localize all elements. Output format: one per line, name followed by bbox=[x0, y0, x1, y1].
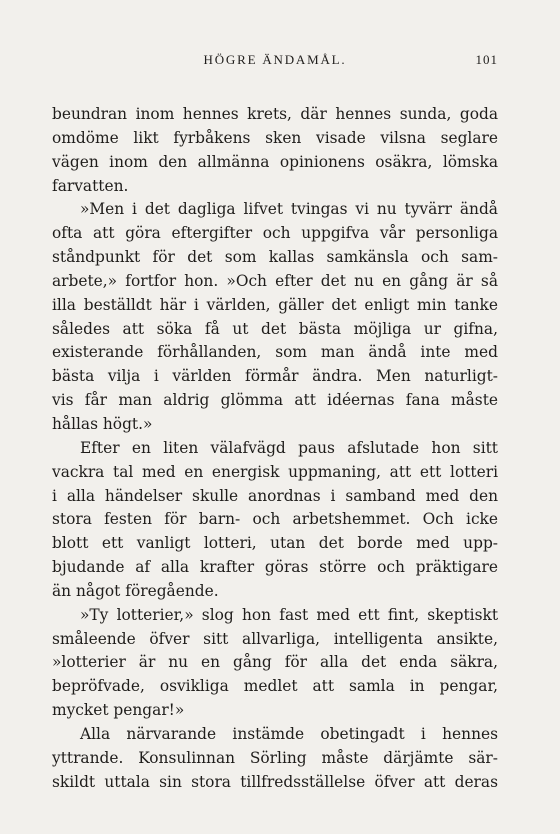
text-line: än något föregående. bbox=[52, 581, 219, 600]
text-line: ofta att göra eftergifter och uppgifva vår personliga bbox=[52, 224, 498, 243]
text-line: bepröfvade, osvikliga medlet att samla in pengar, bbox=[52, 677, 498, 696]
text-line: arbete,» fortfor hon. »Och efter det nu en gång är så bbox=[52, 271, 498, 290]
text-line: Efter en liten välafvägd paus afslutade hon sitt bbox=[80, 438, 498, 457]
text-line: »lotterier är nu en gång för alla det enda säkra, bbox=[52, 653, 498, 672]
text-line: bästa vilja i världen förmår ändra. Men naturligt- bbox=[52, 367, 498, 386]
text-line: farvatten. bbox=[52, 176, 129, 195]
text-line: yttrande. Konsulinnan Sörling måste därjämte sär- bbox=[52, 748, 498, 767]
body-text bbox=[52, 103, 498, 794]
text-line: småleende öfver sitt allvarliga, intelligenta ansikte, bbox=[52, 629, 498, 648]
text-line: vackra tal med en energisk uppmaning, att ett lotteri bbox=[52, 462, 498, 481]
text-line: stora festen för barn- och arbetshemmet. Och icke bbox=[52, 510, 498, 529]
text-line: vägen inom den allmänna opinionens osäkra, lömska bbox=[52, 152, 498, 171]
running-title: HÖGRE ÄNDAMÅL. bbox=[203, 52, 347, 67]
text-line: omdöme likt fyrbåkens sken visade vilsna seglare bbox=[52, 128, 498, 147]
text-line: skildt uttala sin stora tillfredsställelse öfver att deras bbox=[52, 772, 498, 791]
text-line: i alla händelser skulle anordnas i samband med den bbox=[52, 486, 498, 505]
text-line: beundran inom hennes krets, där hennes sunda, goda bbox=[52, 105, 498, 123]
text-line: bjudande af alla krafter göras större och präktigare bbox=[52, 558, 498, 577]
text-line: »Men i det dagliga lifvet tvingas vi nu tyvärr ändå bbox=[80, 200, 498, 219]
text-line: illa beställdt här i världen, gäller det enligt min tanke bbox=[52, 295, 498, 314]
page-number: 101 bbox=[475, 52, 498, 67]
text-line: vis får man aldrig glömma att idéernas fana måste bbox=[52, 391, 498, 410]
text-line: hållas högt.» bbox=[52, 414, 153, 433]
text-line: existerande förhållanden, som man ändå inte med bbox=[52, 343, 498, 362]
text-line: blott ett vanligt lotteri, utan det borde med upp- bbox=[52, 534, 498, 553]
text-line: mycket pengar!» bbox=[52, 701, 185, 720]
page-header bbox=[52, 52, 498, 76]
text-line: Alla närvarande instämde obetingadt i hennes bbox=[80, 724, 498, 743]
text-line: ståndpunkt för det som kallas samkänsla och sam- bbox=[52, 248, 498, 267]
text-line: således att söka få ut det bästa möjliga ur gifna, bbox=[52, 319, 498, 338]
text-line: »Ty lotterier,» slog hon fast med ett fint, skeptiskt bbox=[80, 605, 498, 624]
